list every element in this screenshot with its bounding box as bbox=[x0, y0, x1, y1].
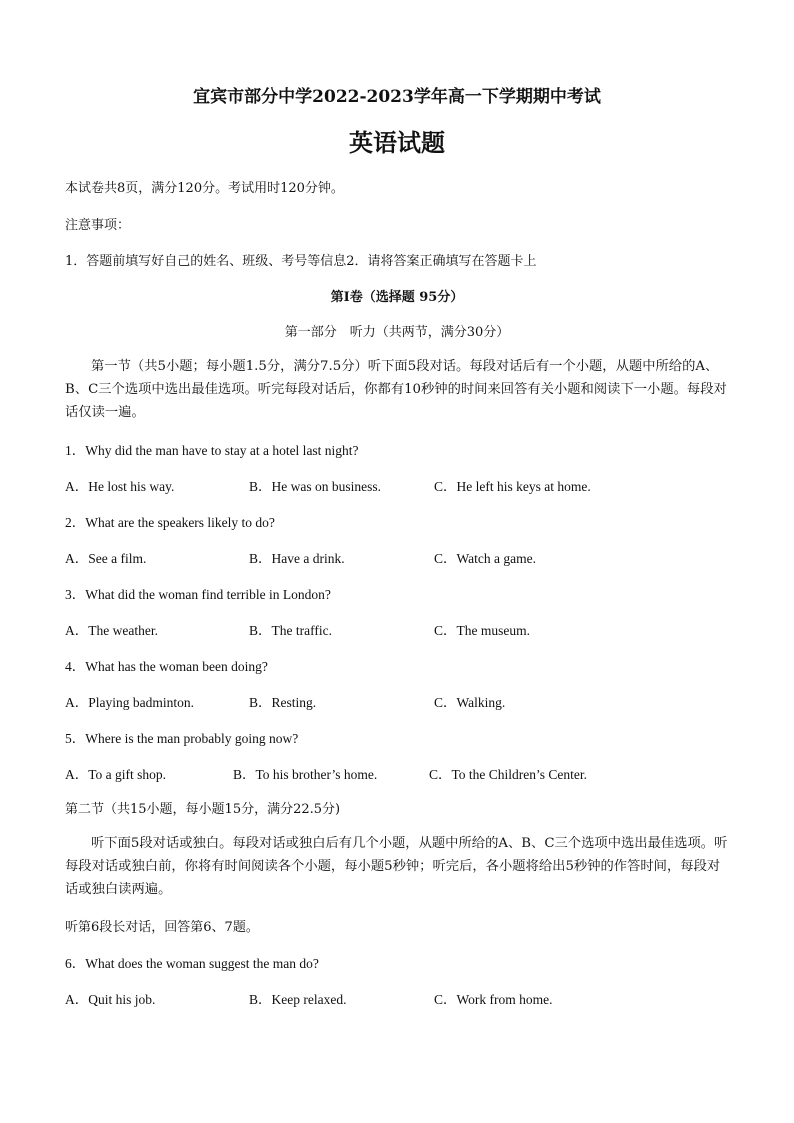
question-3-stem: 3．What did the woman find terrible in London? bbox=[65, 587, 331, 602]
question-4-option-b: B．Resting. bbox=[249, 695, 317, 710]
question-6-stem: 6．What does the woman suggest the man do? bbox=[65, 956, 319, 971]
question-4-option-c: C．Walking. bbox=[434, 695, 506, 710]
question-1-option-c: C．He left his keys at home. bbox=[434, 479, 591, 494]
question-5-option-b: B．To his brother’s home. bbox=[233, 767, 378, 782]
question-2-option-c: C．Watch a game. bbox=[434, 551, 537, 566]
question-1-option-b: B．He was on business. bbox=[249, 479, 381, 494]
question-4-stem: 4．What has the woman been doing? bbox=[65, 659, 268, 674]
question-3-option-a: A．The weather. bbox=[65, 623, 158, 638]
dialogue-6-intro: 听第6段长对话，回答第6、7题。 bbox=[65, 920, 259, 935]
exam-subject-title: 英语试题 bbox=[349, 128, 445, 157]
exam-info: 本试卷共8页，满分120分。考试用时120分钟。 bbox=[65, 181, 344, 196]
question-3-option-c: C．The museum. bbox=[434, 623, 530, 638]
question-6-option-b: B．Keep relaxed. bbox=[249, 992, 347, 1007]
question-6-option-a: A．Quit his job. bbox=[65, 992, 156, 1007]
note-1: 1．答题前填写好自己的姓名、班级、考号等信息2．请将答案正确填写在答题卡上 bbox=[65, 254, 537, 269]
volume-heading: 第I卷（选择题 95分） bbox=[330, 290, 464, 305]
question-1-stem: 1．Why did the man have to stay at a hotel last night? bbox=[65, 443, 359, 458]
section2-instructions: 听下面5段对话或独白。每段对话或独白后有几个小题，从题中所给的A、B、C三个选项中选出最佳选项。听每段对话或独白前，你将有时间阅读各个小题，每小题5秒钟；听完后，各小题将给出5秒钟的作答时间，每段对话或独白读两遍。 bbox=[65, 836, 728, 897]
question-3-option-b: B．The traffic. bbox=[249, 623, 332, 638]
section1-instructions: 第一节（共5小题；每小题1.5分，满分7.5分）听下面5段对话。每段对话后有一个小题，从题中所给的A、B、C三个选项中选出最佳选项。听完每段对话后，你都有10秒钟的时间来回答有关小题和阅读下一小题。每段对话仅读一遍。 bbox=[65, 359, 727, 420]
notes-label: 注意事项： bbox=[65, 218, 131, 233]
question-2-option-b: B．Have a drink. bbox=[249, 551, 345, 566]
exam-title: 宜宾市部分中学2022-2023学年高一下学期期中考试 bbox=[193, 87, 601, 107]
question-4-option-a: A．Playing badminton. bbox=[65, 695, 194, 710]
question-5-option-c: C．To the Children’s Center. bbox=[429, 767, 588, 782]
question-2-option-a: A．See a film. bbox=[65, 551, 147, 566]
question-5-option-a: A．To a gift shop. bbox=[65, 767, 167, 782]
section2-heading: 第二节（共15小题，每小题15分，满分22.5分) bbox=[65, 802, 341, 817]
part-heading: 第一部分 听力（共两节，满分30分） bbox=[284, 325, 510, 340]
question-1-option-a: A．He lost his way. bbox=[65, 479, 175, 494]
question-2-stem: 2．What are the speakers likely to do? bbox=[65, 515, 275, 530]
question-5-stem: 5．Where is the man probably going now? bbox=[65, 731, 299, 746]
question-6-option-c: C．Work from home. bbox=[434, 992, 553, 1007]
